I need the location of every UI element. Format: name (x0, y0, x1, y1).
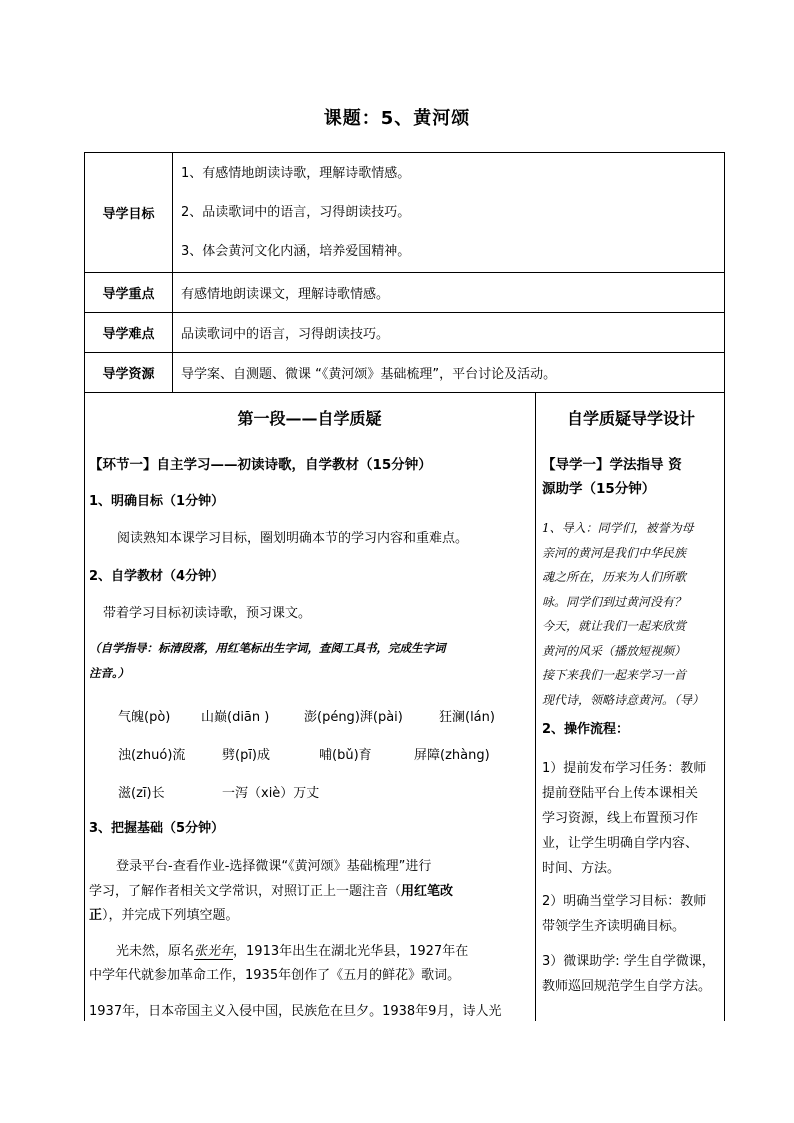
intro-line: 咏。同学们到过黄河没有？ (542, 594, 687, 609)
pinyin-word: 狂澜(lán) (439, 710, 495, 725)
pinyin-word: 滋(zī)长 (118, 786, 165, 801)
author-bio: 1937年，日本帝国主义入侵中国，民族危在旦夕。1938年9月，诗人光 (89, 1004, 502, 1019)
objective-item: 3、体会黄河文化内涵，培养爱国精神。 (181, 244, 411, 259)
objective-item: 2、品读歌词中的语言，习得朗读技巧。 (181, 205, 411, 220)
objective-item: 1、有感情地朗读诗歌，理解诗歌情感。 (181, 166, 411, 181)
intro-line: 亲河的黄河是我们中华民族 (542, 545, 687, 560)
step1-title: 1、明确目标（1分钟） (89, 494, 225, 509)
objectives-cell (173, 153, 725, 273)
step3-text: 正），并完成下列填空题。 (89, 908, 239, 923)
step3-text: 登录平台-查看作业-选择微课“《黄河颂》基础梳理”进行 (116, 859, 432, 874)
resources-value: 导学案、自测题、微课 “《黄河颂》基础梳理”，平台讨论及活动。 (173, 353, 725, 393)
step1-text: 阅读熟知本课学习目标，圈划明确本节的学习内容和重难点。 (117, 531, 469, 546)
key-point-label: 导学重点 (85, 273, 173, 313)
intro-line: 黄河的风采（播放短视频） (542, 643, 687, 658)
author-bio: 中学年代就参加革命工作，1935年创作了《五月的鲜花》歌词。 (89, 968, 461, 983)
process-step-1: 1）提前发布学习任务：教师 提前登陆平台上传本课相关 学习资源，线上布置预习作 业，让学生明确自学内容、 时间、方法。 (542, 761, 707, 876)
pinyin-word: 浊(zhuó)流 (118, 748, 186, 763)
page-title: 课题：5、黄河颂 (323, 108, 471, 129)
resources-label: 导学资源 (85, 353, 173, 393)
pinyin-word: 哺(bǔ)育 (319, 748, 372, 763)
self-study-guide: （自学指导：标清段落，用红笔标出生字词，查阅工具书，完成生字词 (89, 641, 446, 655)
section-heading: 【环节一】自主学习——初读诗歌，自学教材（15分钟） (89, 457, 432, 473)
right-column-heading: 自学质疑导学设计 (566, 409, 695, 428)
pinyin-word: 屏障(zhàng) (414, 748, 490, 763)
intro-line: 魂之所在，历来为人们所歌 (542, 570, 687, 584)
pinyin-word: 一泻（xiè）万丈 (222, 786, 320, 801)
pinyin-word: 气魄(pò) (118, 710, 171, 725)
process-title: 2、操作流程： (542, 722, 630, 737)
process-step-2: 2）明确当堂学习目标：教师 带领学生齐读明确目标。 (542, 894, 707, 934)
pinyin-word: 澎(péng)湃(pài) (304, 710, 403, 725)
self-study-guide: 注音。） (89, 666, 130, 680)
difficulty-label: 导学难点 (85, 313, 173, 353)
guide-heading: 【导学一】学法指导 资 (542, 457, 682, 473)
pinyin-word: 山巅(diān ) (201, 710, 270, 725)
objectives-label: 导学目标 (85, 153, 173, 273)
intro-line: 接下来我们一起来学习一首 (542, 668, 687, 682)
key-point-value: 有感情地朗读课文，理解诗歌情感。 (173, 273, 725, 313)
intro-line: 现代诗，领略诗意黄河。（导） (542, 692, 705, 707)
lesson-info-table (84, 152, 725, 393)
column-divider (535, 392, 536, 1021)
step2-text: 带着学习目标初读诗歌，预习课文。 (103, 606, 312, 621)
author-bio: 光未然，原名张光年，1913年出生在湖北光华县，1927年在 (116, 944, 469, 959)
left-column-heading: 第一段——自学质疑 (237, 409, 382, 428)
intro-line: 1、导入：同学们，被誉为母 (542, 521, 694, 535)
difficulty-value: 品读歌词中的语言，习得朗读技巧。 (173, 313, 725, 353)
process-step-3: 3）微课助学: 学生自学微课， 教师巡回规范学生自学方法。 (542, 954, 715, 994)
step3-title: 3、把握基础（5分钟） (89, 821, 225, 836)
step3-text: 学习，了解作者相关文学常识，对照订正上一题注音（用红笔改 (89, 884, 454, 899)
pinyin-word: 劈(pī)成 (222, 748, 271, 763)
step2-title: 2、自学教材（4分钟） (89, 569, 225, 584)
guide-heading: 源助学（15分钟） (542, 481, 656, 497)
intro-line: 今天，就让我们一起来欣赏 (542, 619, 687, 633)
intro-paragraph (542, 516, 720, 712)
